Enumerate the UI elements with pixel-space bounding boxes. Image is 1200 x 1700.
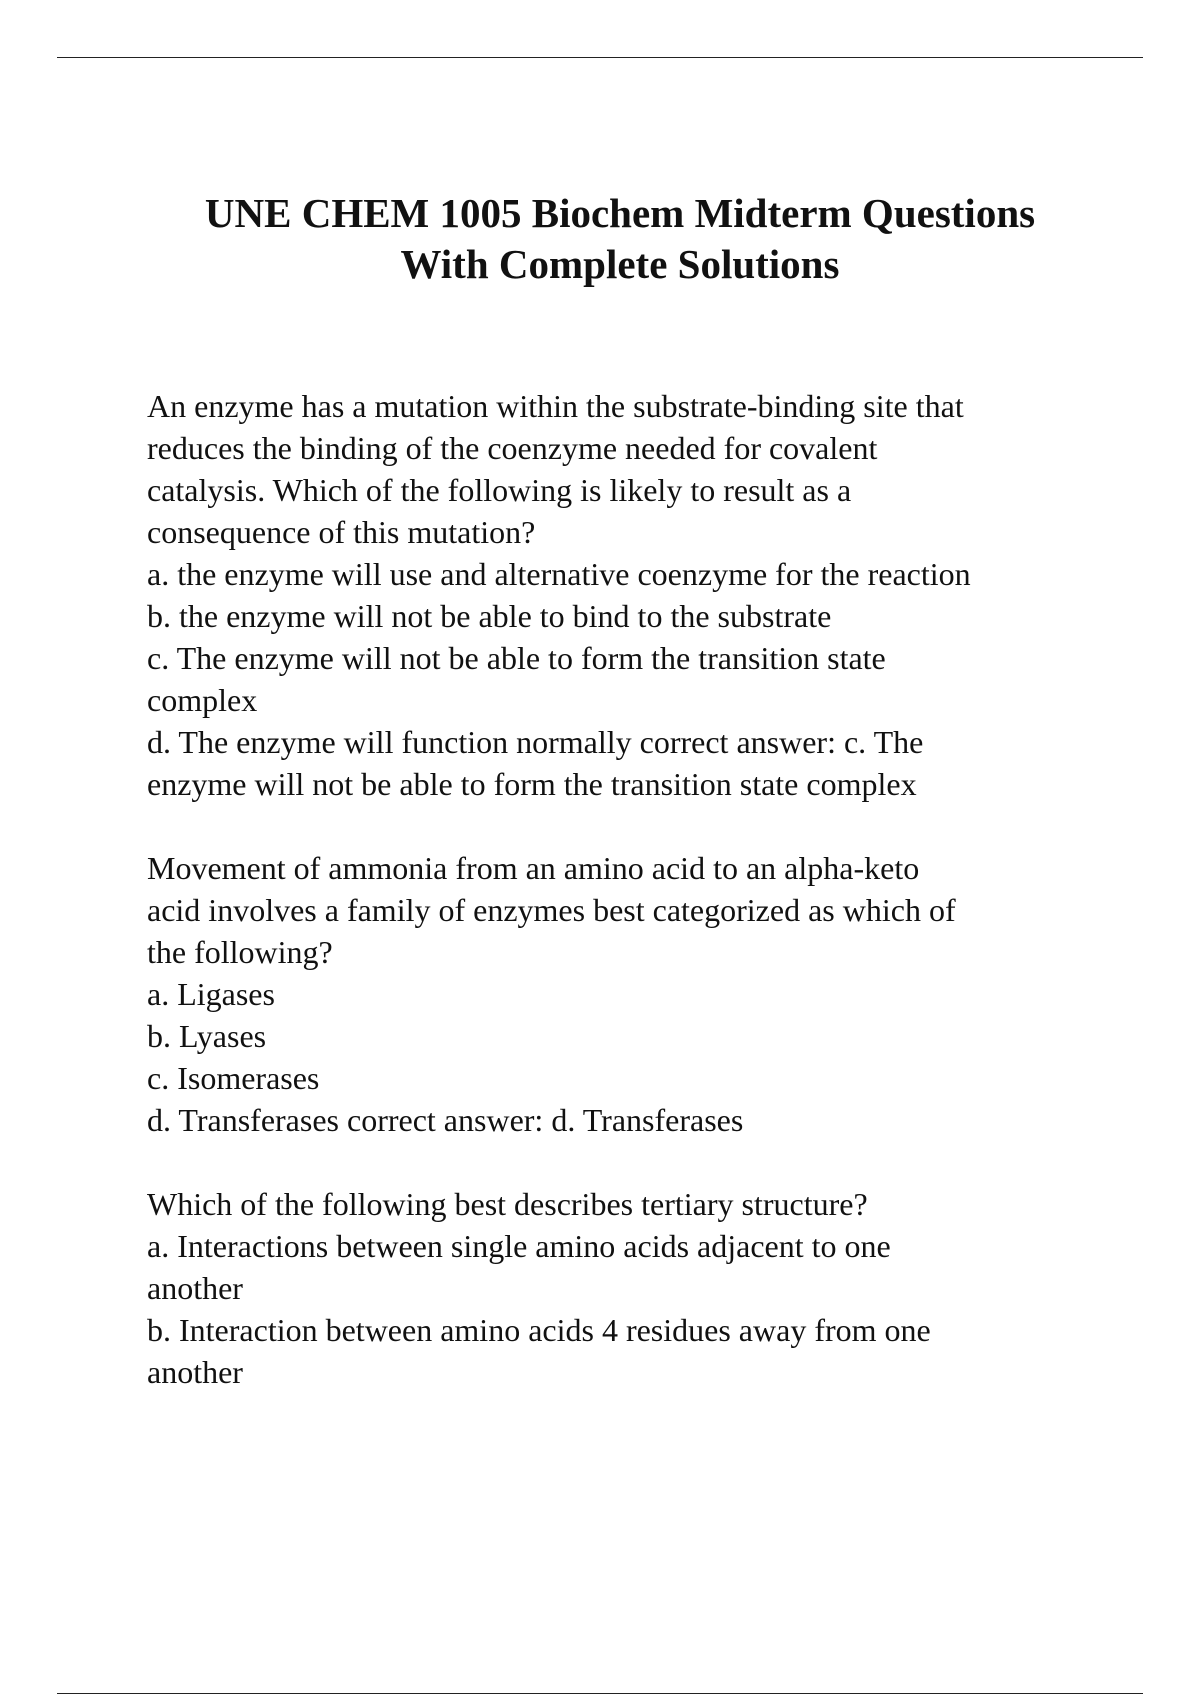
question-3: [147, 1183, 1107, 1393]
question-3-line: Which of the following best describes tertiary structure?: [147, 1186, 868, 1222]
question-1-line: An enzyme has a mutation within the substrate-binding site that: [147, 388, 964, 424]
option-c-continued: complex: [147, 682, 258, 718]
option-a: a. Interactions between single amino acids adjacent to one: [147, 1228, 891, 1264]
title-line-2: With Complete Solutions: [400, 241, 840, 287]
title-line-1: UNE CHEM 1005 Biochem Midterm Questions: [204, 190, 1036, 236]
document-body: [147, 385, 1107, 1435]
option-a: a. the enzyme will use and alternative coenzyme for the reaction: [147, 556, 971, 592]
question-1-line: reduces the binding of the coenzyme needed for covalent: [147, 430, 878, 466]
option-d-with-answer: d. The enzyme will function normally correct answer: c. The: [147, 724, 924, 760]
question-2-line: acid involves a family of enzymes best categorized as which of: [147, 892, 956, 928]
question-2: [147, 847, 1107, 1141]
answer-continued: enzyme will not be able to form the transition state complex: [147, 766, 917, 802]
question-2-line: Movement of ammonia from an amino acid to an alpha-keto: [147, 850, 920, 886]
option-c: c. The enzyme will not be able to form the transition state: [147, 640, 886, 676]
option-a: a. Ligases: [147, 976, 275, 1012]
option-b-continued: another: [147, 1354, 243, 1390]
option-b: b. the enzyme will not be able to bind to the substrate: [147, 598, 832, 634]
option-b: b. Interaction between amino acids 4 residues away from one: [147, 1312, 931, 1348]
top-rule: [57, 57, 1143, 58]
page-title: [120, 188, 1120, 290]
option-a-continued: another: [147, 1270, 243, 1306]
option-b: b. Lyases: [147, 1018, 267, 1054]
question-1-line: consequence of this mutation?: [147, 514, 536, 550]
bottom-rule: [57, 1693, 1143, 1694]
question-1-line: catalysis. Which of the following is likely to result as a: [147, 472, 852, 508]
question-2-line: the following?: [147, 934, 333, 970]
option-c: c. Isomerases: [147, 1060, 320, 1096]
question-1: [147, 385, 1107, 805]
option-d-with-answer: d. Transferases correct answer: d. Transferases: [147, 1102, 744, 1138]
